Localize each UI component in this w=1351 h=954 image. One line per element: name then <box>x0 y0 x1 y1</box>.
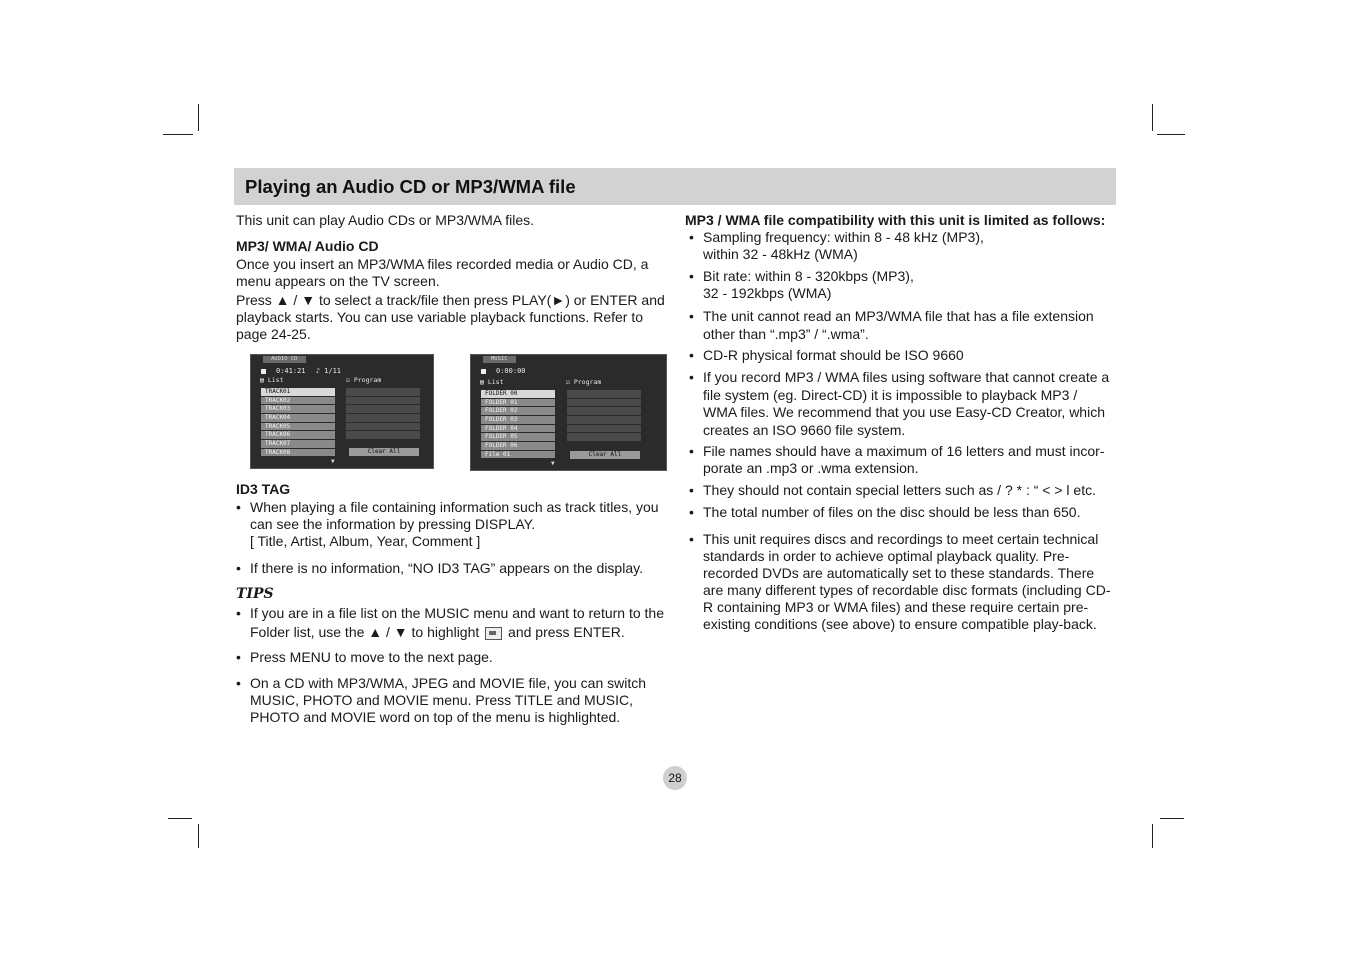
osd-time-display <box>261 367 341 375</box>
section-header <box>234 168 1116 205</box>
osd-list-header <box>480 378 504 386</box>
left-column <box>236 212 666 343</box>
osd-list-item[interactable]: FOLDER 05 <box>481 433 555 441</box>
id3-bullet-text: • When playing a file containing information such as track titles, you can see the information by pressing DISPLAY. <box>250 499 659 532</box>
crop-mark <box>1157 134 1185 135</box>
mp3-heading: MP3/ WMA/ Audio CD <box>236 238 379 254</box>
osd-track-count: ♪ 1/11 <box>315 367 342 375</box>
list-icon: ▤ <box>260 376 264 384</box>
tip-menu-text: • Press MENU to move to the next page. <box>250 649 493 665</box>
osd-list-item[interactable]: FOLDER 06 <box>481 442 555 450</box>
right-column <box>685 212 1113 633</box>
compat-bitrate <box>689 268 1113 302</box>
music-menu-screenshot <box>470 354 667 471</box>
osd-list-item[interactable]: FOLDER 03 <box>481 416 555 424</box>
osd-list-label: List <box>487 378 504 386</box>
clear-all-button[interactable]: Clear All <box>570 451 640 459</box>
tips-heading: TIPS <box>236 586 274 602</box>
left-column-lower <box>236 481 666 726</box>
osd-list-item[interactable]: TRACK08 <box>261 449 335 457</box>
osd-time: 0:00:00 <box>496 367 526 375</box>
osd-program-header <box>346 376 381 384</box>
tip-switch-menu <box>236 675 666 726</box>
id3-no-info-text: • If there is no information, “NO ID3 TAG” appears on the display. <box>250 560 643 576</box>
compat-iso <box>689 347 1113 364</box>
mp3-instructions: Press ▲ / ▼ to select a track/file then press PLAY(►) or ENTER and playback starts. You can use variable playback functions. Refer to page 24-25. <box>236 292 665 342</box>
crop-mark <box>168 818 192 819</box>
tip-folder-text: If you are in a file list on the MUSIC menu and want to return to the Folder list, use the ▲ / ▼ to highlight <box>250 605 664 640</box>
compat-sampling-wma: within 32 - 48kHz (WMA) <box>703 246 858 262</box>
crop-mark <box>198 824 199 848</box>
checkbox-icon: ☑ <box>346 376 350 384</box>
stop-icon <box>481 369 486 374</box>
folder-up-icon <box>485 627 502 640</box>
page-number: 28 <box>663 766 687 790</box>
compat-extension-text: • The unit cannot read an MP3/WMA file that has a file extension other than “.mp3” / “.wma”. <box>703 308 1094 342</box>
id3-bullet-fields: [ Title, Artist, Album, Year, Comment ] <box>250 533 481 549</box>
compat-filenames-text: • File names should have a maximum of 16 letters and must incor-porate an .mp3 or .wma extension. <box>703 443 1105 476</box>
intro-text: This unit can play Audio CDs or MP3/WMA files. <box>236 212 534 228</box>
clear-all-button[interactable]: Clear All <box>349 448 419 456</box>
osd-list-item[interactable]: TRACK02 <box>261 397 335 405</box>
compat-filesystem <box>689 369 1113 439</box>
compat-file-count-text: • The total number of files on the disc should be less than 650. <box>703 504 1081 520</box>
page-title: Playing an Audio CD or MP3/WMA file <box>245 176 576 197</box>
compat-filesystem-text: • If you record MP3 / WMA files using software that cannot create a file system (eg. Direct-CD) it is impossible to playback MP3 / WMA files. We recommend that you use Easy-CD Creator, which creates an ISO 9660 file system. <box>703 369 1110 438</box>
osd-list-item[interactable]: TRACK04 <box>261 414 335 422</box>
compat-file-count <box>689 504 1113 521</box>
crop-mark <box>1160 818 1184 819</box>
tip-menu <box>236 649 666 666</box>
osd-time: 0:41:21 <box>276 367 306 375</box>
osd-time-display <box>481 367 526 375</box>
audio-cd-menu-screenshot <box>250 354 434 469</box>
id3-bullet-no-info <box>236 560 666 577</box>
id3-heading: ID3 TAG <box>236 481 291 497</box>
compat-iso-text: • CD-R physical format should be ISO 9660 <box>703 347 964 363</box>
osd-program-list <box>567 390 641 442</box>
osd-list-item[interactable]: File 01 <box>481 451 555 459</box>
crop-mark <box>163 134 193 135</box>
compatibility-heading: MP3 / WMA file compatibility with this unit is limited as follows: <box>685 212 1106 228</box>
osd-list-item[interactable]: FOLDER 01 <box>481 399 555 407</box>
osd-program-header <box>566 378 601 386</box>
osd-list-item[interactable]: FOLDER 04 <box>481 425 555 433</box>
osd-list-item[interactable]: TRACK03 <box>261 405 335 413</box>
crop-mark <box>1152 104 1153 131</box>
compat-extension <box>689 307 1113 343</box>
osd-list-item[interactable]: TRACK01 <box>261 388 335 396</box>
compat-standards-text: • This unit requires discs and recordings to meet certain technical standards in order to achieve optimal playback quality. Pre-recorded DVDs are automatically set to these standards. There are many different types of recordable disc formats (including CD-R containing MP3 or WMA files) and these require certain pre-existing conditions (see above) to ensure compatible play-back. <box>703 531 1111 632</box>
compat-sampling-mp3: • Sampling frequency: within 8 - 48 kHz (MP3), <box>703 229 984 245</box>
stop-icon <box>261 369 266 374</box>
osd-tab: AUDIO CD <box>263 356 306 363</box>
compat-special-letters-text: • They should not contain special letters such as / ? * : “ < > l etc. <box>703 482 1096 498</box>
osd-list-header <box>260 376 284 384</box>
tip-folder-text-end: and press ENTER. <box>508 624 625 640</box>
mp3-paragraph: Once you insert an MP3/WMA files recorded media or Audio CD, a menu appears on the TV screen. <box>236 256 649 289</box>
tip-folder-list <box>236 604 666 642</box>
osd-list-label: List <box>267 376 284 384</box>
osd-list-item[interactable]: FOLDER 02 <box>481 407 555 415</box>
scroll-down-icon: ▼ <box>551 460 555 467</box>
list-icon: ▤ <box>480 378 484 386</box>
id3-bullet-display <box>236 499 666 550</box>
osd-program-list <box>346 388 420 440</box>
osd-list-item[interactable]: TRACK06 <box>261 431 335 439</box>
crop-mark <box>1152 824 1153 848</box>
compat-bitrate-wma: 32 - 192kbps (WMA) <box>703 285 832 301</box>
compat-sampling <box>689 229 1113 263</box>
compat-standards <box>689 531 1113 633</box>
checkbox-icon: ☑ <box>566 378 570 386</box>
tip-switch-text: • On a CD with MP3/WMA, JPEG and MOVIE file, you can switch MUSIC, PHOTO and MOVIE menu. Press TITLE and MUSIC, PHOTO and MOVIE word on top of the menu is highlighted. <box>250 675 647 725</box>
compat-special-letters <box>689 482 1113 499</box>
osd-program-label: Program <box>573 378 602 386</box>
osd-list-item[interactable]: TRACK05 <box>261 423 335 431</box>
osd-program-label: Program <box>353 376 382 384</box>
osd-tab: MUSIC <box>483 356 516 363</box>
compat-filenames <box>689 443 1113 477</box>
compat-bitrate-mp3: • Bit rate: within 8 - 320kbps (MP3), <box>703 268 914 284</box>
crop-mark <box>198 104 199 131</box>
osd-list-item[interactable]: TRACK07 <box>261 440 335 448</box>
osd-list-item[interactable]: FOLDER 00 <box>481 390 555 398</box>
scroll-down-icon: ▼ <box>331 458 335 465</box>
